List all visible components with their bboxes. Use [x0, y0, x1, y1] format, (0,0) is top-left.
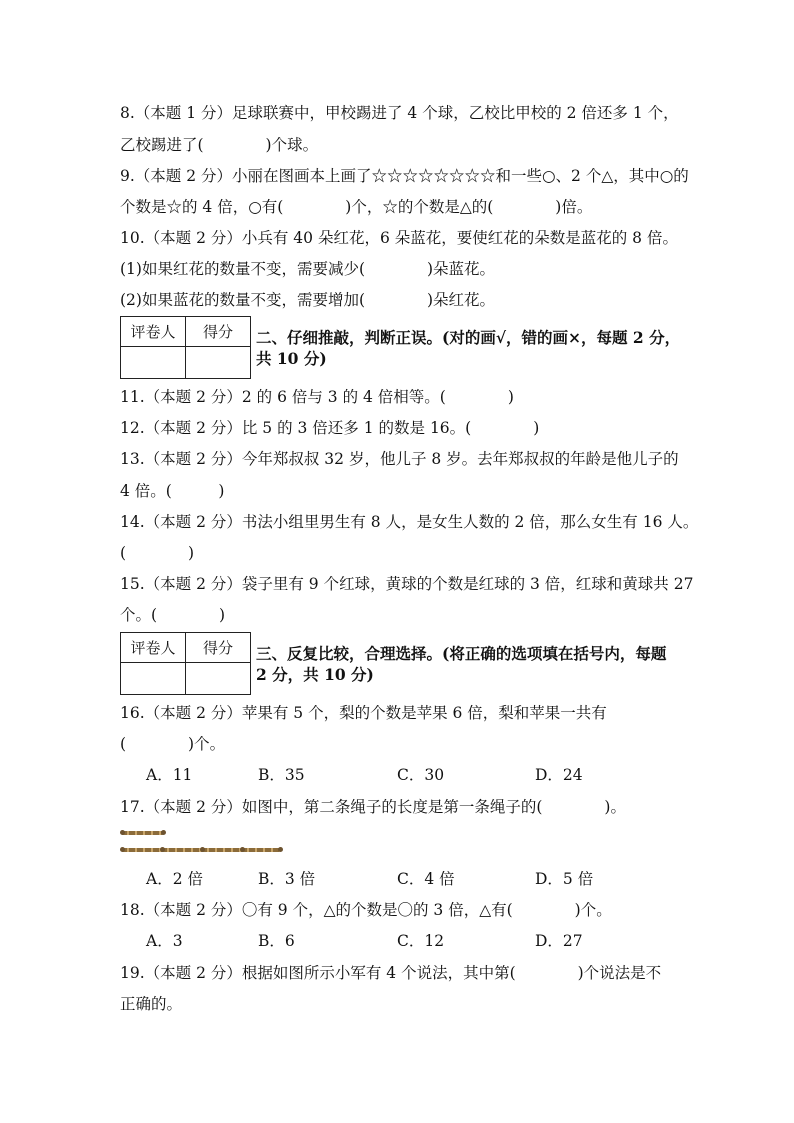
- q16-option-b: B．35: [258, 766, 305, 784]
- q17-option-b: B．3 倍: [258, 870, 316, 888]
- rope-2-knot: [160, 847, 165, 852]
- section3-title-cont: 2 分，共 10 分): [256, 665, 374, 684]
- q17-option-a: A．2 倍: [146, 870, 203, 888]
- score-label: 得分: [186, 317, 251, 347]
- q9-line2: 个数是☆的 4 倍，○有( )个，☆的个数是△的( )倍。: [120, 198, 593, 216]
- q16-line2: ( )个。: [120, 735, 226, 753]
- section2-title-cont: 共 10 分): [256, 349, 327, 368]
- score-table: [120, 316, 251, 379]
- q8-line1: 8.（本题 1 分）足球联赛中，甲校踢进了 4 个球，乙校比甲校的 2 倍还多 1 个，: [120, 104, 679, 122]
- q17-option-d: D．5 倍: [535, 870, 594, 888]
- section2-title: 二、仔细推敲，判断正误。(对的画√，错的画×，每题 2 分，: [256, 328, 681, 347]
- rope-2-knot: [240, 847, 245, 852]
- q16-option-a: A．11: [146, 766, 193, 784]
- grader-cell: [121, 347, 186, 379]
- rope-1-knot: [120, 830, 125, 835]
- q12: 12.（本题 2 分）比 5 的 3 倍还多 1 的数是 16。( ): [120, 419, 540, 437]
- q18-line1: 18.（本题 2 分）〇有 9 个，△的个数是〇的 3 倍，△有( )个。: [120, 901, 612, 919]
- grader-cell: [121, 663, 186, 695]
- q17-option-c: C．4 倍: [397, 870, 455, 888]
- q9-line1: 9.（本题 2 分）小丽在图画本上画了☆☆☆☆☆☆☆☆和一些○、2 个△，其中○的: [120, 167, 689, 185]
- q17-line1: 17.（本题 2 分）如图中，第二条绳子的长度是第一条绳子的( )。: [120, 798, 626, 816]
- rope-2-knot: [120, 847, 125, 852]
- q19-line2: 正确的。: [120, 995, 183, 1013]
- q18-option-d: D．27: [535, 932, 583, 950]
- q10-sub2: (2)如果蓝花的数量不变，需要增加( )朵红花。: [120, 291, 496, 309]
- q8-line2: 乙校踢进了( )个球。: [120, 136, 319, 154]
- q16-option-d: D．24: [535, 766, 583, 784]
- score-cell: [186, 347, 251, 379]
- q18-option-a: A．3: [146, 932, 183, 950]
- q18-option-c: C．12: [397, 932, 445, 950]
- score-cell: [186, 663, 251, 695]
- q18-option-b: B．6: [258, 932, 295, 950]
- grader-label: 评卷人: [121, 317, 186, 347]
- q10-sub1: (1)如果红花的数量不变，需要减少( )朵蓝花。: [120, 260, 496, 278]
- q13-line1: 13.（本题 2 分）今年郑叔叔 32 岁，他儿子 8 岁。去年郑叔叔的年龄是他儿子的: [120, 450, 679, 468]
- rope-2-knot: [200, 847, 205, 852]
- score-label: 得分: [186, 633, 251, 663]
- rope-2-knot: [278, 847, 283, 852]
- q16-option-c: C．30: [397, 766, 445, 784]
- q14-line2: ( ): [120, 544, 195, 562]
- q16-line1: 16.（本题 2 分）苹果有 5 个，梨的个数是苹果 6 倍，梨和苹果一共有: [120, 704, 607, 722]
- q15-line1: 15.（本题 2 分）袋子里有 9 个红球，黄球的个数是红球的 3 倍，红球和黄球共 27: [120, 575, 694, 593]
- q15-line2: 个。( ): [120, 606, 226, 624]
- q14-line1: 14.（本题 2 分）书法小组里男生有 8 人，是女生人数的 2 倍，那么女生有 16 人。: [120, 513, 699, 531]
- grader-label: 评卷人: [121, 633, 186, 663]
- q19-line1: 19.（本题 2 分）根据如图所示小军有 4 个说法，其中第( )个说法是不: [120, 964, 662, 982]
- score-table-2: [120, 632, 251, 695]
- section3-title: 三、反复比较，合理选择。(将正确的选项填在括号内，每题: [256, 644, 667, 663]
- rope-1: [121, 831, 164, 835]
- q13-line2: 4 倍。( ): [120, 482, 225, 500]
- q11: 11.（本题 2 分）2 的 6 倍与 3 的 4 倍相等。( ): [120, 388, 514, 406]
- q10-line1: 10.（本题 2 分）小兵有 40 朵红花，6 朵蓝花，要使红花的朵数是蓝花的 8 倍。: [120, 229, 678, 247]
- rope-1-knot: [161, 830, 166, 835]
